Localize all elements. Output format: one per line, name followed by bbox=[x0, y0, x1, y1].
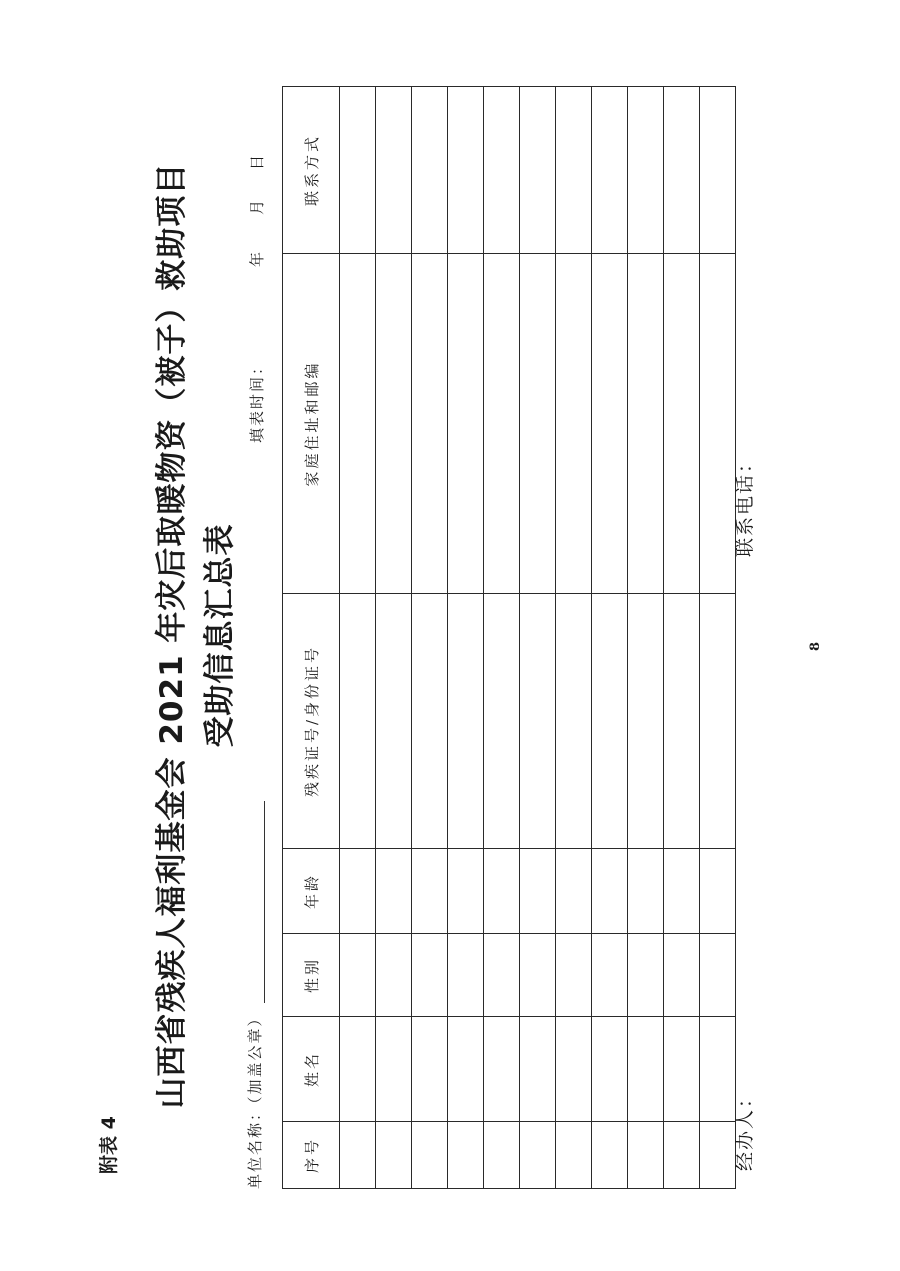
cell-gender[interactable] bbox=[628, 934, 664, 1017]
cell-contact[interactable] bbox=[700, 87, 736, 254]
cell-name[interactable] bbox=[556, 1017, 592, 1122]
table-row bbox=[412, 87, 448, 1189]
cell-index[interactable] bbox=[520, 1122, 556, 1189]
cell-address[interactable] bbox=[664, 254, 700, 594]
cell-address[interactable] bbox=[412, 254, 448, 594]
cell-contact[interactable] bbox=[664, 87, 700, 254]
cell-id-number[interactable] bbox=[520, 594, 556, 849]
table-row bbox=[556, 87, 592, 1189]
cell-address[interactable] bbox=[484, 254, 520, 594]
date-year-label: 年 bbox=[248, 251, 266, 267]
cell-contact[interactable] bbox=[376, 87, 412, 254]
cell-contact[interactable] bbox=[412, 87, 448, 254]
cell-id-number[interactable] bbox=[556, 594, 592, 849]
cell-contact[interactable] bbox=[556, 87, 592, 254]
document-title: 山西省残疾人福利基金会 2021 年灾后取暖物资（被子）救助项目 bbox=[154, 162, 190, 1109]
cell-address[interactable] bbox=[376, 254, 412, 594]
cell-gender[interactable] bbox=[700, 934, 736, 1017]
column-header-age: 年龄 bbox=[283, 849, 340, 934]
cell-index[interactable] bbox=[412, 1122, 448, 1189]
cell-address[interactable] bbox=[448, 254, 484, 594]
column-header-contact: 联系方式 bbox=[283, 87, 340, 254]
cell-id-number[interactable] bbox=[700, 594, 736, 849]
cell-id-number[interactable] bbox=[448, 594, 484, 849]
cell-id-number[interactable] bbox=[484, 594, 520, 849]
cell-age[interactable] bbox=[628, 849, 664, 934]
unit-name-label: 单位名称：（加盖公章） bbox=[246, 1009, 264, 1189]
table-body bbox=[340, 87, 736, 1189]
phone-label: 联系电话： bbox=[734, 451, 756, 557]
unit-name-blank[interactable] bbox=[264, 801, 265, 1003]
cell-age[interactable] bbox=[592, 849, 628, 934]
cell-age[interactable] bbox=[484, 849, 520, 934]
table-row bbox=[700, 87, 736, 1189]
handler-label: 经办人： bbox=[734, 1086, 756, 1171]
cell-index[interactable] bbox=[592, 1122, 628, 1189]
cell-address[interactable] bbox=[340, 254, 376, 594]
table-row bbox=[376, 87, 412, 1189]
cell-gender[interactable] bbox=[484, 934, 520, 1017]
table-row bbox=[664, 87, 700, 1189]
cell-gender[interactable] bbox=[340, 934, 376, 1017]
column-header-gender: 性别 bbox=[283, 934, 340, 1017]
cell-name[interactable] bbox=[412, 1017, 448, 1122]
cell-name[interactable] bbox=[592, 1017, 628, 1122]
cell-index[interactable] bbox=[556, 1122, 592, 1189]
cell-contact[interactable] bbox=[448, 87, 484, 254]
appendix-label: 附表 4 bbox=[98, 1116, 120, 1174]
table-row bbox=[592, 87, 628, 1189]
cell-contact[interactable] bbox=[484, 87, 520, 254]
cell-age[interactable] bbox=[412, 849, 448, 934]
cell-id-number[interactable] bbox=[340, 594, 376, 849]
cell-age[interactable] bbox=[700, 849, 736, 934]
cell-id-number[interactable] bbox=[664, 594, 700, 849]
cell-contact[interactable] bbox=[592, 87, 628, 254]
cell-gender[interactable] bbox=[448, 934, 484, 1017]
cell-index[interactable] bbox=[448, 1122, 484, 1189]
table-row bbox=[628, 87, 664, 1189]
table-row bbox=[484, 87, 520, 1189]
cell-gender[interactable] bbox=[556, 934, 592, 1017]
cell-name[interactable] bbox=[520, 1017, 556, 1122]
cell-gender[interactable] bbox=[412, 934, 448, 1017]
cell-contact[interactable] bbox=[628, 87, 664, 254]
cell-address[interactable] bbox=[628, 254, 664, 594]
cell-name[interactable] bbox=[484, 1017, 520, 1122]
date-day-label: 日 bbox=[248, 154, 266, 170]
cell-index[interactable] bbox=[628, 1122, 664, 1189]
cell-id-number[interactable] bbox=[592, 594, 628, 849]
column-header-name: 姓名 bbox=[283, 1017, 340, 1122]
table-header-row bbox=[283, 87, 340, 1189]
cell-name[interactable] bbox=[664, 1017, 700, 1122]
cell-index[interactable] bbox=[376, 1122, 412, 1189]
cell-age[interactable] bbox=[376, 849, 412, 934]
document-subtitle: 受助信息汇总表 bbox=[202, 523, 238, 748]
cell-id-number[interactable] bbox=[628, 594, 664, 849]
cell-name[interactable] bbox=[448, 1017, 484, 1122]
cell-index[interactable] bbox=[340, 1122, 376, 1189]
cell-gender[interactable] bbox=[520, 934, 556, 1017]
cell-name[interactable] bbox=[340, 1017, 376, 1122]
cell-contact[interactable] bbox=[520, 87, 556, 254]
column-header-address: 家庭住址和邮编 bbox=[283, 254, 340, 594]
cell-contact[interactable] bbox=[340, 87, 376, 254]
cell-age[interactable] bbox=[340, 849, 376, 934]
cell-gender[interactable] bbox=[376, 934, 412, 1017]
column-header-id-number: 残疾证号/身份证号 bbox=[283, 594, 340, 849]
cell-age[interactable] bbox=[556, 849, 592, 934]
cell-id-number[interactable] bbox=[376, 594, 412, 849]
date-month-label: 月 bbox=[248, 199, 266, 215]
cell-index[interactable] bbox=[484, 1122, 520, 1189]
cell-address[interactable] bbox=[592, 254, 628, 594]
cell-address[interactable] bbox=[520, 254, 556, 594]
table-row bbox=[520, 87, 556, 1189]
page-number: 8 bbox=[808, 641, 823, 651]
cell-age[interactable] bbox=[520, 849, 556, 934]
column-header-index: 序号 bbox=[283, 1122, 340, 1189]
cell-age[interactable] bbox=[664, 849, 700, 934]
cell-name[interactable] bbox=[628, 1017, 664, 1122]
cell-address[interactable] bbox=[556, 254, 592, 594]
cell-age[interactable] bbox=[448, 849, 484, 934]
cell-name[interactable] bbox=[376, 1017, 412, 1122]
cell-id-number[interactable] bbox=[412, 594, 448, 849]
recipient-table bbox=[282, 86, 736, 1189]
cell-gender[interactable] bbox=[592, 934, 628, 1017]
cell-gender[interactable] bbox=[664, 934, 700, 1017]
fill-date-label: 填表时间： bbox=[248, 357, 266, 443]
cell-index[interactable] bbox=[664, 1122, 700, 1189]
table-row bbox=[340, 87, 376, 1189]
table-row bbox=[448, 87, 484, 1189]
